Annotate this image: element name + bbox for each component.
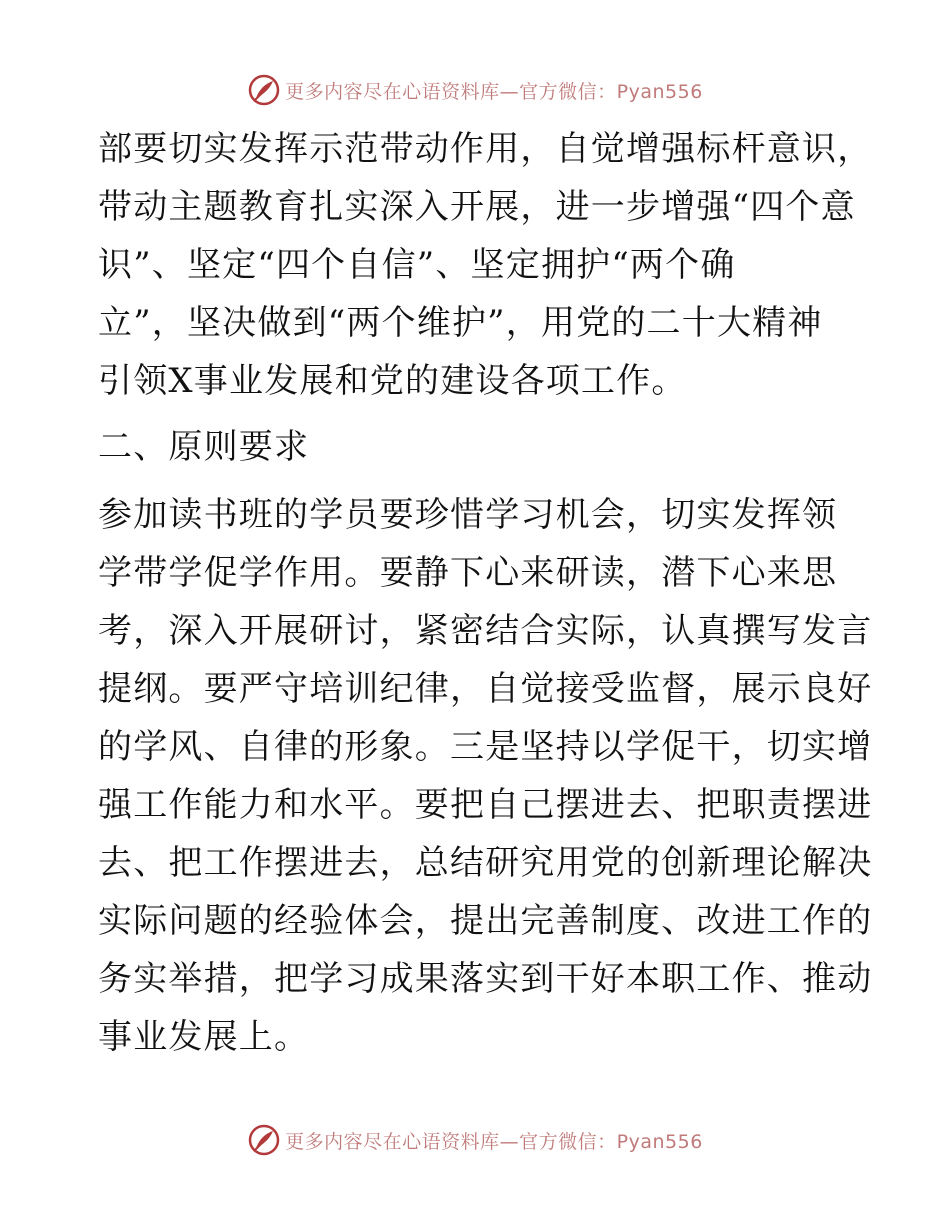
- paragraph-line: 部要切实发挥示范带动作用，自觉增强标杆意识，: [98, 129, 873, 169]
- paragraph-line: 实际问题的经验体会，提出完善制度、改进工作的: [98, 901, 873, 941]
- paragraph-line: 参加读书班的学员要珍惜学习机会，切实发挥领: [98, 495, 838, 535]
- header-banner: [0, 70, 950, 110]
- paragraph-line: 去、把工作摆进去，总结研究用党的创新理论解决: [98, 843, 873, 883]
- paragraph-line: 强工作能力和水平。要把自己摆进去、把职责摆进: [98, 785, 873, 825]
- paragraph-line: 事业发展上。: [98, 1017, 310, 1057]
- feather-pen-logo-icon: [247, 73, 281, 107]
- paragraph-line: 考，深入开展研讨，紧密结合实际，认真撰写发言: [98, 611, 873, 651]
- paragraph-line: 提纲。要严守培训纪律，自觉接受监督，展示良好: [98, 669, 873, 709]
- banner-text: 更多内容尽在心语资料库—官方微信：Pyan556: [285, 1130, 703, 1153]
- paragraph-1: [98, 120, 873, 410]
- paragraph-2: [98, 486, 873, 1066]
- paragraph-line: 引领X事业发展和党的建设各项工作。: [98, 361, 687, 401]
- feather-pen-logo-icon: [247, 1123, 281, 1157]
- document-body: [98, 120, 873, 1066]
- paragraph-line: 带动主题教育扎实深入开展，进一步增强“四个意: [98, 187, 856, 227]
- paragraph-line: 的学风、自律的形象。三是坚持以学促干，切实增: [98, 727, 873, 767]
- section-heading: 二、原则要求: [98, 427, 310, 467]
- paragraph-line: 识”、坚定“四个自信”、坚定拥护“两个确: [98, 245, 736, 285]
- banner-text: 更多内容尽在心语资料库—官方微信：Pyan556: [285, 80, 703, 103]
- footer-banner: [0, 1120, 950, 1160]
- paragraph-line: 学带学促学作用。要静下心来研读，潜下心来思: [98, 553, 838, 593]
- paragraph-line: 立”，坚决做到“两个维护”，用党的二十大精神: [98, 303, 823, 343]
- paragraph-line: 务实举措，把学习成果落实到干好本职工作、推动: [98, 959, 873, 999]
